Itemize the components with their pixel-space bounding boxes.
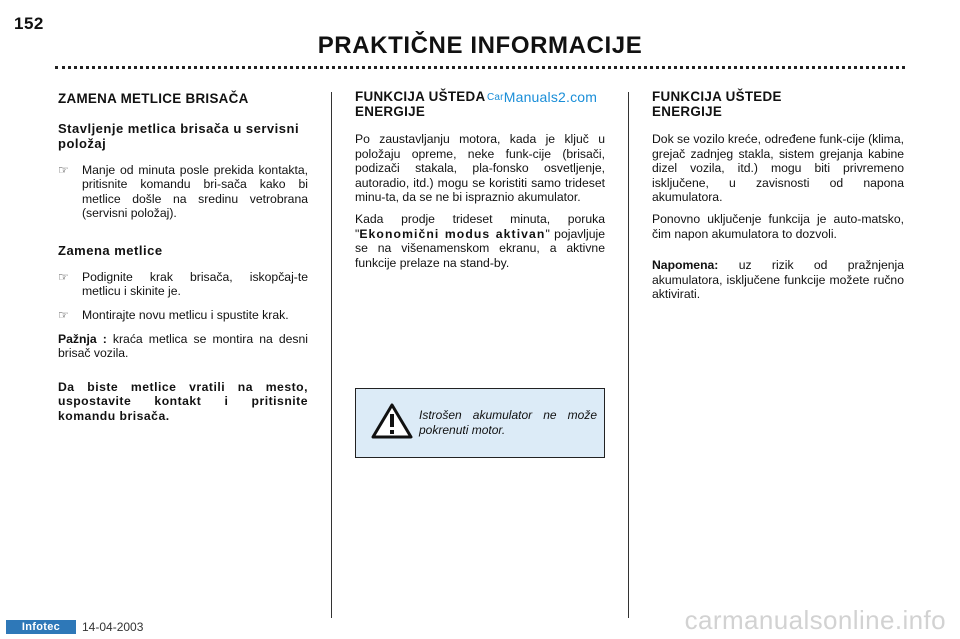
energy-saving-para2: Kada prodje trideset minuta, poruka "Ekonomični modus aktivan" pojavljuje se na višenamenskom ekranu, a aktivne funkcije prelaze na stand-by. — [355, 211, 605, 270]
page-title: PRAKTIČNE INFORMACIJE — [317, 32, 643, 59]
energy-saving-heading: FUNKCIJA UŠTEDA ENERGIJE — [355, 89, 485, 119]
battery-warning-box — [355, 388, 605, 458]
energy-note — [652, 258, 904, 302]
bullet-remove-blade — [58, 270, 308, 299]
title-dotted-rule — [55, 66, 905, 69]
energy-saving-driving-para1: Dok se vozilo kreće, određene funk-cije (klima, grejač zadnjeg stakla, sistem grejanja kabine dizel vozila, itd.) mogu biti privremeno isključene, u zavisnosti od napona akumulatora. — [652, 132, 904, 205]
attention-label: Pažnja : — [58, 331, 107, 346]
pointing-hand-icon: ☞ — [58, 162, 69, 177]
attention-note — [58, 332, 308, 361]
page-number: 152 — [14, 14, 44, 33]
column-wiper — [58, 90, 308, 424]
restore-instruction: Da biste metlice vratili na mesto, uspostavite kontakt i pritisnite komandu brisača. — [58, 379, 308, 424]
column-divider-right — [628, 92, 629, 618]
wiper-heading: ZAMENA METLICE BRISAČA — [58, 91, 249, 106]
warning-triangle-icon — [371, 403, 413, 439]
pointing-hand-icon: ☞ — [58, 308, 69, 323]
pointing-hand-icon: ☞ — [58, 269, 69, 284]
energy-saving-driving-para2: Ponovno uključenje funkcija je auto-matsko, čim napon akumulatora to dozvoli. — [652, 211, 904, 241]
bullet-text: Manje od minuta posle prekida kontakta, pritisnite komandu bri-sača kako bi metlice došle na sredinu vetrobrana (servisni položaj). — [82, 162, 308, 221]
bullet-mount-blade — [58, 308, 308, 323]
watermark-carmanuals: CarManuals2.com — [487, 89, 598, 105]
energy-saving-para1: Po zaustavljanju motora, kada je ključ u položaju opreme, neke funk-cije (brisači, podizači stakala, pla-fonsko osvetljenje, autoradio, itd.) mogu se koristiti samo trideset minu-ta, da se ne bi ispraznio akumulator. — [355, 132, 605, 205]
attention-text: kraća metlica se montira na desni brisač vozila. — [58, 331, 309, 361]
bullet-service-position — [58, 163, 308, 221]
footer-date: 14-04-2003 — [82, 620, 144, 634]
column-divider-left — [331, 92, 332, 618]
watermark-carmanualsonline: carmanualsonline.info — [684, 605, 946, 635]
infotec-badge: Infotec — [6, 620, 76, 634]
column-energy-saving-driving — [652, 90, 904, 302]
battery-warning-text: Istrošen akumulator ne može pokrenuti motor. — [419, 408, 597, 437]
bullet-text: Podignite krak brisača, iskopčaj-te metlicu i skinite je. — [82, 269, 308, 299]
bullet-text: Montirajte novu metlicu i spustite krak. — [82, 308, 289, 323]
energy-note-text: uz rizik od pražnjenja akumulatora, isključene funkcije možete ručno aktivirati. — [652, 258, 904, 302]
replace-blade-subheading: Zamena metlice — [58, 242, 163, 258]
service-position-subheading: Stavljenje metlica brisača u servisni položaj — [58, 120, 300, 151]
energy-saving-driving-heading: FUNKCIJA UŠTEDE ENERGIJE — [652, 89, 782, 119]
economy-mode-message: Ekonomični modus aktivan — [359, 226, 546, 241]
energy-note-label: Napomena: — [652, 258, 719, 273]
column-energy-saving — [355, 90, 605, 270]
